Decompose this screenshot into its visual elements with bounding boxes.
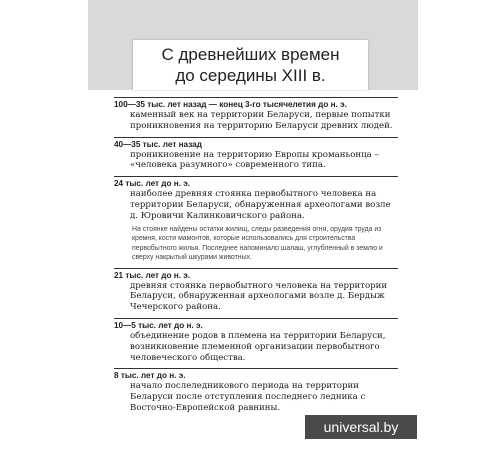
- entry-text: объединение родов в племена на территории Беларуси, возникновение племенной организации первобытного человеческого общества.: [130, 330, 386, 363]
- entry-date: 10—5 тыс. лет до н. э.: [114, 320, 203, 330]
- entry-date: 8 тыс. лет до н. э.: [114, 371, 186, 381]
- timeline-entry: [114, 318, 398, 363]
- entry-text: каменный век на территории Беларуси, первые попытки проникновения на территорию Беларуси древних людей.: [130, 110, 393, 131]
- title-line-2: до середины XIII в.: [175, 66, 326, 85]
- timeline-entry: [114, 97, 398, 132]
- timeline-entry: [114, 268, 398, 313]
- title-line-1: С древнейших времен: [161, 45, 340, 64]
- entry-note: На стоянке найдены остатки жилищ, следы разведения огня, орудия труда из кремня, кости мамонтов, которые использовались для строительства первобытного жилья. Последнее напоминало шалаш, углубленный в землю и сверху накрытый шкурами животных.: [132, 225, 383, 262]
- entry-date: 21 тыс. лет до н. э.: [114, 270, 191, 280]
- timeline-entry: [114, 137, 398, 172]
- timeline-entry: [114, 368, 398, 413]
- watermark: universal.by: [305, 415, 417, 439]
- timeline-entry: [114, 176, 398, 262]
- entry-text: наиболее древняя стоянка первобытного человека на территории Беларуси, обнаруженная археологами возле д. Юровичи Калинковичского района.: [130, 189, 391, 221]
- entry-text: проникновение на территорию Европы кроманьонца – «человека разумного» современного типа.: [130, 149, 379, 171]
- entry-text: начало послеледникового периода на территории Беларуси после отступления последнего ледника с Восточно-Европейской равнины.: [130, 381, 366, 413]
- entry-date: 100—35 тыс. лет назад — конец 3-го тысячелетия до н. э.: [114, 100, 347, 109]
- entry-text: древняя стоянка первобытного человека на территории Беларуси, обнаруженная археологами возле д. Бердыж Чечерского района.: [130, 280, 388, 313]
- entry-date: 24 тыс. лет до н. э.: [114, 179, 191, 189]
- timeline: [114, 97, 398, 419]
- entry-date: 40—35 тыс. лет назад: [114, 139, 202, 149]
- page-title: [133, 40, 368, 90]
